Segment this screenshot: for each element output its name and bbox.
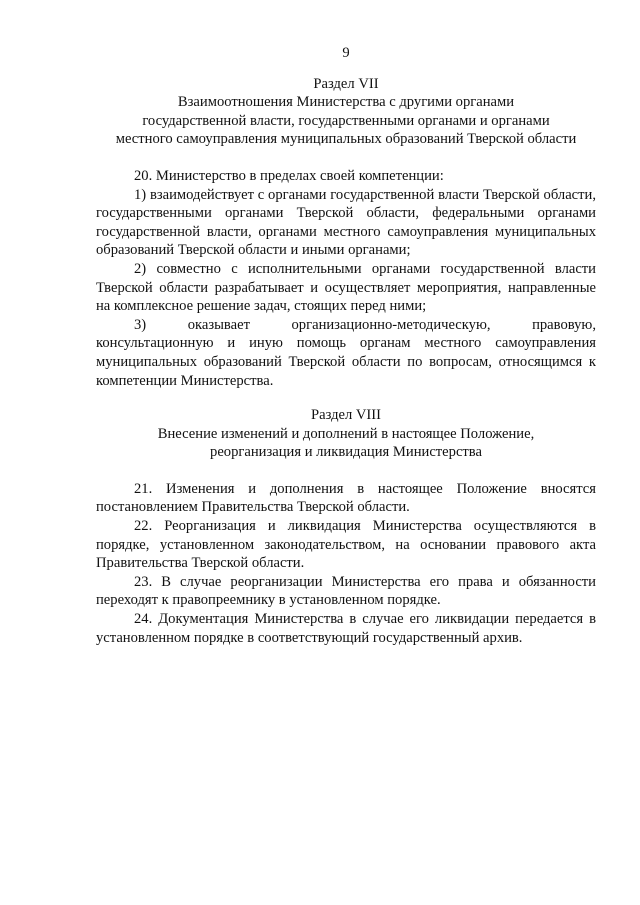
section-7-heading: [96, 75, 596, 149]
paragraph-20-item-3-rest: консультационную и иную помощь органам местного самоуправления муниципальных образований Тверской области по вопросам, относящимся к компетенции Министерства.: [96, 335, 596, 389]
page-number: 9: [342, 45, 350, 61]
section-7-heading-line-1: Взаимоотношения Министерства с другими органами: [177, 94, 515, 111]
paragraph-22: 22. Реорганизация и ликвидация Министерства осуществляются в порядке, установленном законодательством, на основании правового акта Правительства Тверской области.: [96, 518, 596, 572]
paragraph-20-item-2: 2) совместно с исполнительными органами государственной власти Тверской области разрабатывает и осуществляет мероприятия, направленные на комплексное решение задач, стоящих перед ними;: [96, 260, 596, 315]
paragraph-23: 23. В случае реорганизации Министерства его права и обязанности переходят к правопреемнику в установленном порядке.: [96, 573, 596, 609]
paragraph-24: 24. Документация Министерства в случае его ликвидации передается в установленном порядке в соответствующий государственный архив.: [96, 611, 596, 646]
section-8-heading: [96, 406, 596, 462]
section-7-heading-line-2: государственной власти, государственными органами и органами: [142, 112, 550, 129]
section-8-title: Раздел VIII: [310, 407, 382, 424]
paragraph-20: 20. Министерство в пределах своей компетенции:: [134, 167, 444, 184]
section-7-body: [96, 167, 596, 390]
paragraph-21: 21. Изменения и дополнения в настоящее Положение вносятся постановлением Правительства Тверской области.: [96, 480, 596, 516]
paragraph-20-item-1: 1) взаимодействует с органами государственной власти Тверской области, государственными органами Тверской области, федеральными органами государственной власти, органами местного самоуправления муниципальных образований Тверской области и иными органами;: [96, 186, 596, 259]
section-8-body: [96, 480, 596, 647]
section-7-title: Раздел VII: [313, 75, 379, 92]
section-7-heading-line-3: местного самоуправления муниципальных образований Тверской области: [115, 131, 577, 148]
section-8-heading-line-1: Внесение изменений и дополнений в настоящее Положение,: [157, 425, 535, 442]
paragraph-20-item-3-start: 3) оказывает организационно-методическую, правовую,: [134, 316, 596, 333]
section-8-heading-line-2: реорганизация и ликвидация Министерства: [210, 444, 482, 461]
document-page: [96, 44, 596, 647]
